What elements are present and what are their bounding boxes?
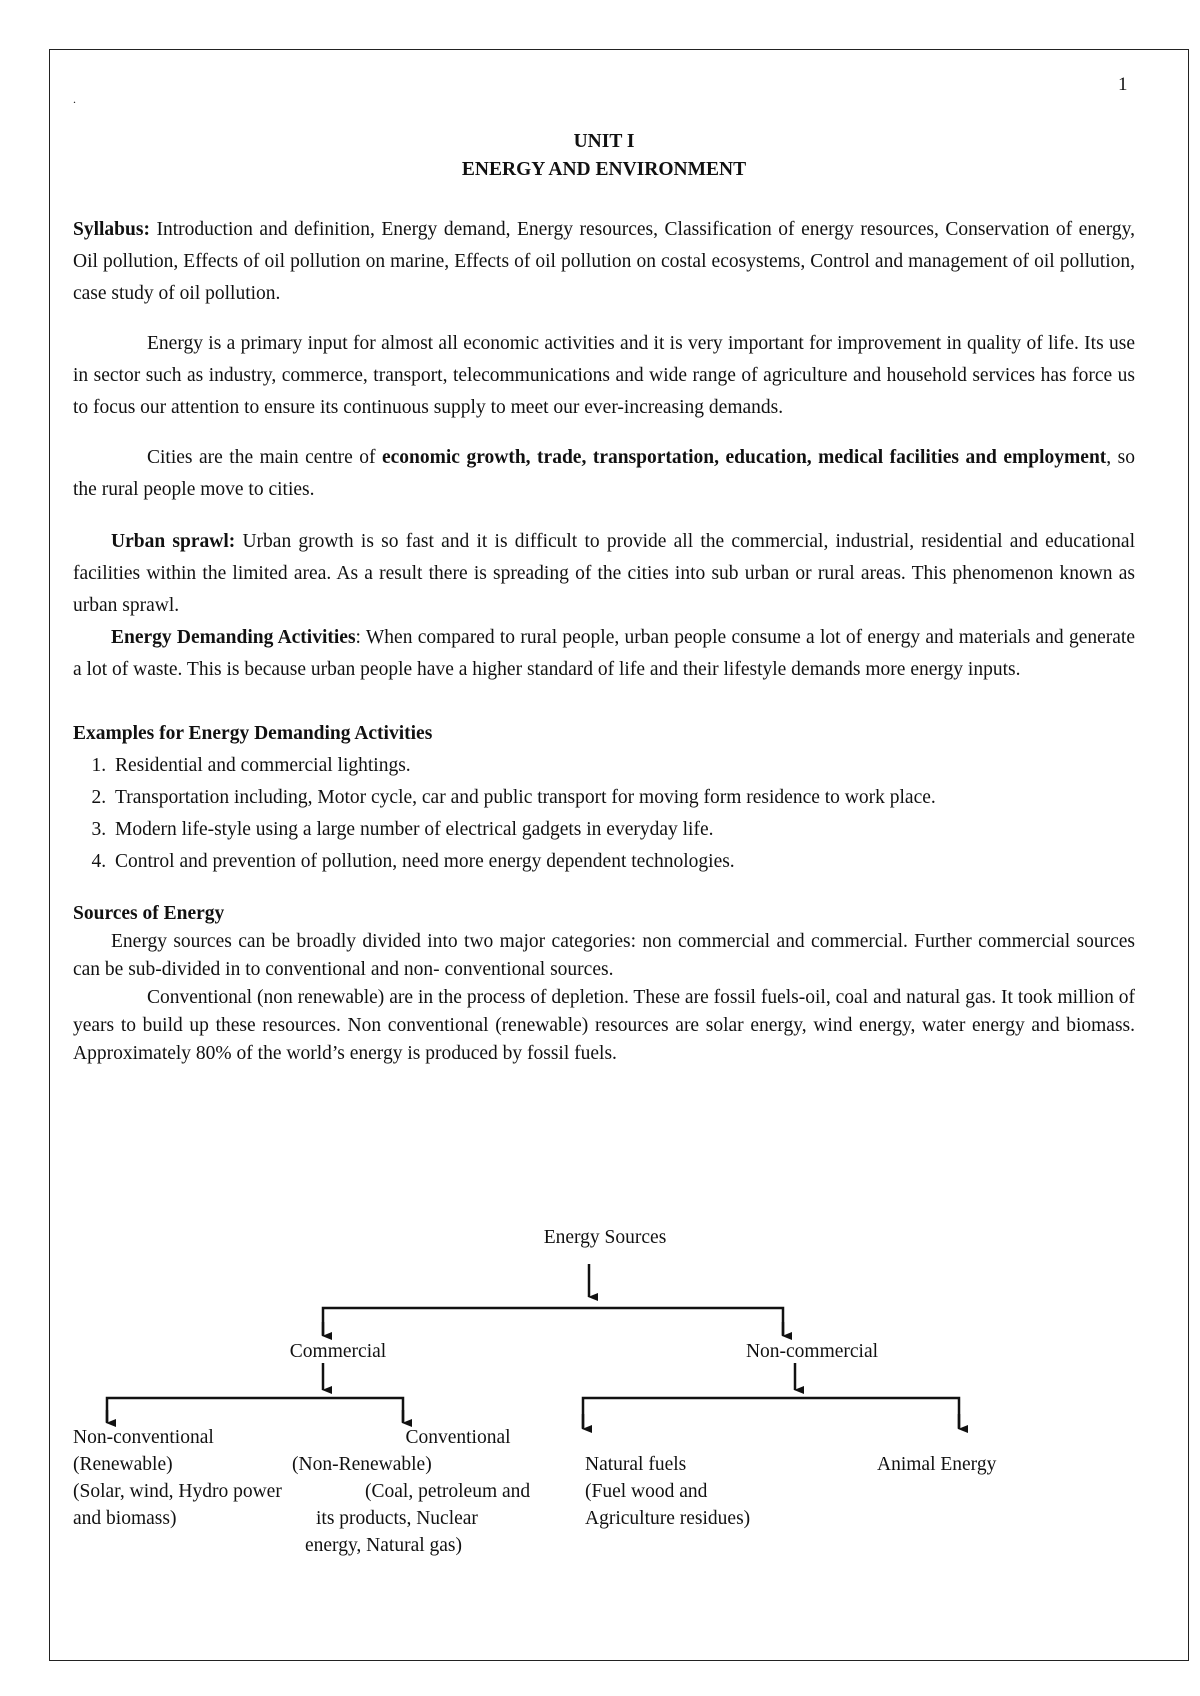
node-line: Agriculture residues) [585, 1508, 751, 1529]
energy-demanding-label: Energy Demanding Activities [111, 627, 356, 648]
node-animal-energy: Animal Energy [877, 1454, 997, 1475]
cities-text-end: , so the rural people move to cities. [73, 447, 1135, 500]
cities-bold-text: economic growth, trade, transportation, education, medical facilities and employment [381, 447, 1107, 468]
energy-demanding-text: : When compared to rural people, urban people consume a lot of energy and materials and generate a lot of waste. This is because urban people have a higher standard of life and their lifestyle demands more energy inputs. [73, 627, 1135, 680]
node-line: energy, Natural gas) [305, 1535, 463, 1556]
sources-heading [73, 900, 1135, 928]
node-line: Natural fuels [585, 1454, 687, 1475]
examples-list [73, 750, 1135, 878]
node-line: (Solar, wind, Hydro power [73, 1481, 282, 1502]
list-item: 1. Residential and commercial lightings. [111, 750, 1135, 782]
node-non-commercial: Non-commercial [745, 1341, 879, 1362]
node-line: and biomass) [73, 1508, 177, 1529]
sources-paragraph-1: Energy sources can be broadly divided into two major categories: non commercial and commercial. Further commercial sources can be sub-divided in to conventional and non- conventional sources. [73, 931, 1135, 980]
intro-paragraph: Energy is a primary input for almost all economic activities and it is very important for improvement in quality of life. Its use in sector such as industry, commerce, transport, telecommunications and wide range of agriculture and household services has force us to focus our attention to ensure its continuous supply to meet our ever-increasing demands. [73, 333, 1135, 418]
examples-heading-text: Examples for Energy Demanding Activities [73, 723, 433, 744]
stray-mark: . [73, 92, 76, 106]
sources-heading-text: Sources of Energy [73, 903, 225, 924]
node-line: Conventional [405, 1427, 511, 1448]
document-body [73, 128, 1135, 1068]
node-line: (Non-Renewable) [292, 1454, 432, 1475]
node-line: its products, Nuclear [316, 1508, 478, 1529]
node-line: (Renewable) [73, 1454, 173, 1475]
list-item: 4. Control and prevention of pollution, need more energy dependent technologies. [111, 846, 1135, 878]
urban-sprawl-label: Urban sprawl: [111, 531, 236, 552]
node-line: Non-conventional [73, 1427, 214, 1448]
urban-sprawl-text: Urban growth is so fast and it is difficult to provide all the commercial, industrial, residential and educational facilities within the limited area. As a result there is spreading of the cities into sub urban or rural areas. This phenomenon known as urban sprawl. [73, 531, 1136, 616]
cities-text: Cities are the main centre of [147, 447, 382, 468]
unit-heading: UNIT I [573, 131, 635, 152]
page-number: 1 [1118, 74, 1128, 95]
cities-paragraph [73, 442, 1135, 506]
node-line: (Coal, petroleum and [365, 1481, 531, 1502]
list-item: 3. Modern life-style using a large number of electrical gadgets in everyday life. [111, 814, 1135, 846]
list-item: 2. Transportation including, Motor cycle, car and public transport for moving form residence to work place. [111, 782, 1135, 814]
syllabus-label: Syllabus: [73, 219, 150, 240]
syllabus-text: Introduction and definition, Energy demand, Energy resources, Classification of energy resources, Conservation of energy, Oil pollution, Effects of oil pollution on marine, Effects of oil pollution on costal ecosystems, Control and management of oil pollution, case study of oil pollution. [73, 219, 1135, 304]
syllabus-paragraph [73, 214, 1135, 310]
node-energy-sources: Energy Sources [543, 1227, 667, 1248]
node-commercial: Commercial [289, 1341, 387, 1362]
node-line: (Fuel wood and [585, 1481, 708, 1502]
energy-demanding-paragraph [73, 622, 1135, 686]
examples-heading [73, 718, 1135, 750]
sources-section [73, 900, 1135, 1068]
sources-paragraph-2: Conventional (non renewable) are in the process of depletion. These are fossil fuels-oil, coal and natural gas. It took million of years to build up these resources. Non conventional (renewable) resources are solar energy, wind energy, water energy and biomass. Approximately 80% of the world’s energy is produced by fossil fuels. [73, 987, 1135, 1064]
urban-sprawl-paragraph [73, 526, 1135, 622]
page-title: ENERGY AND ENVIRONMENT [461, 159, 747, 180]
